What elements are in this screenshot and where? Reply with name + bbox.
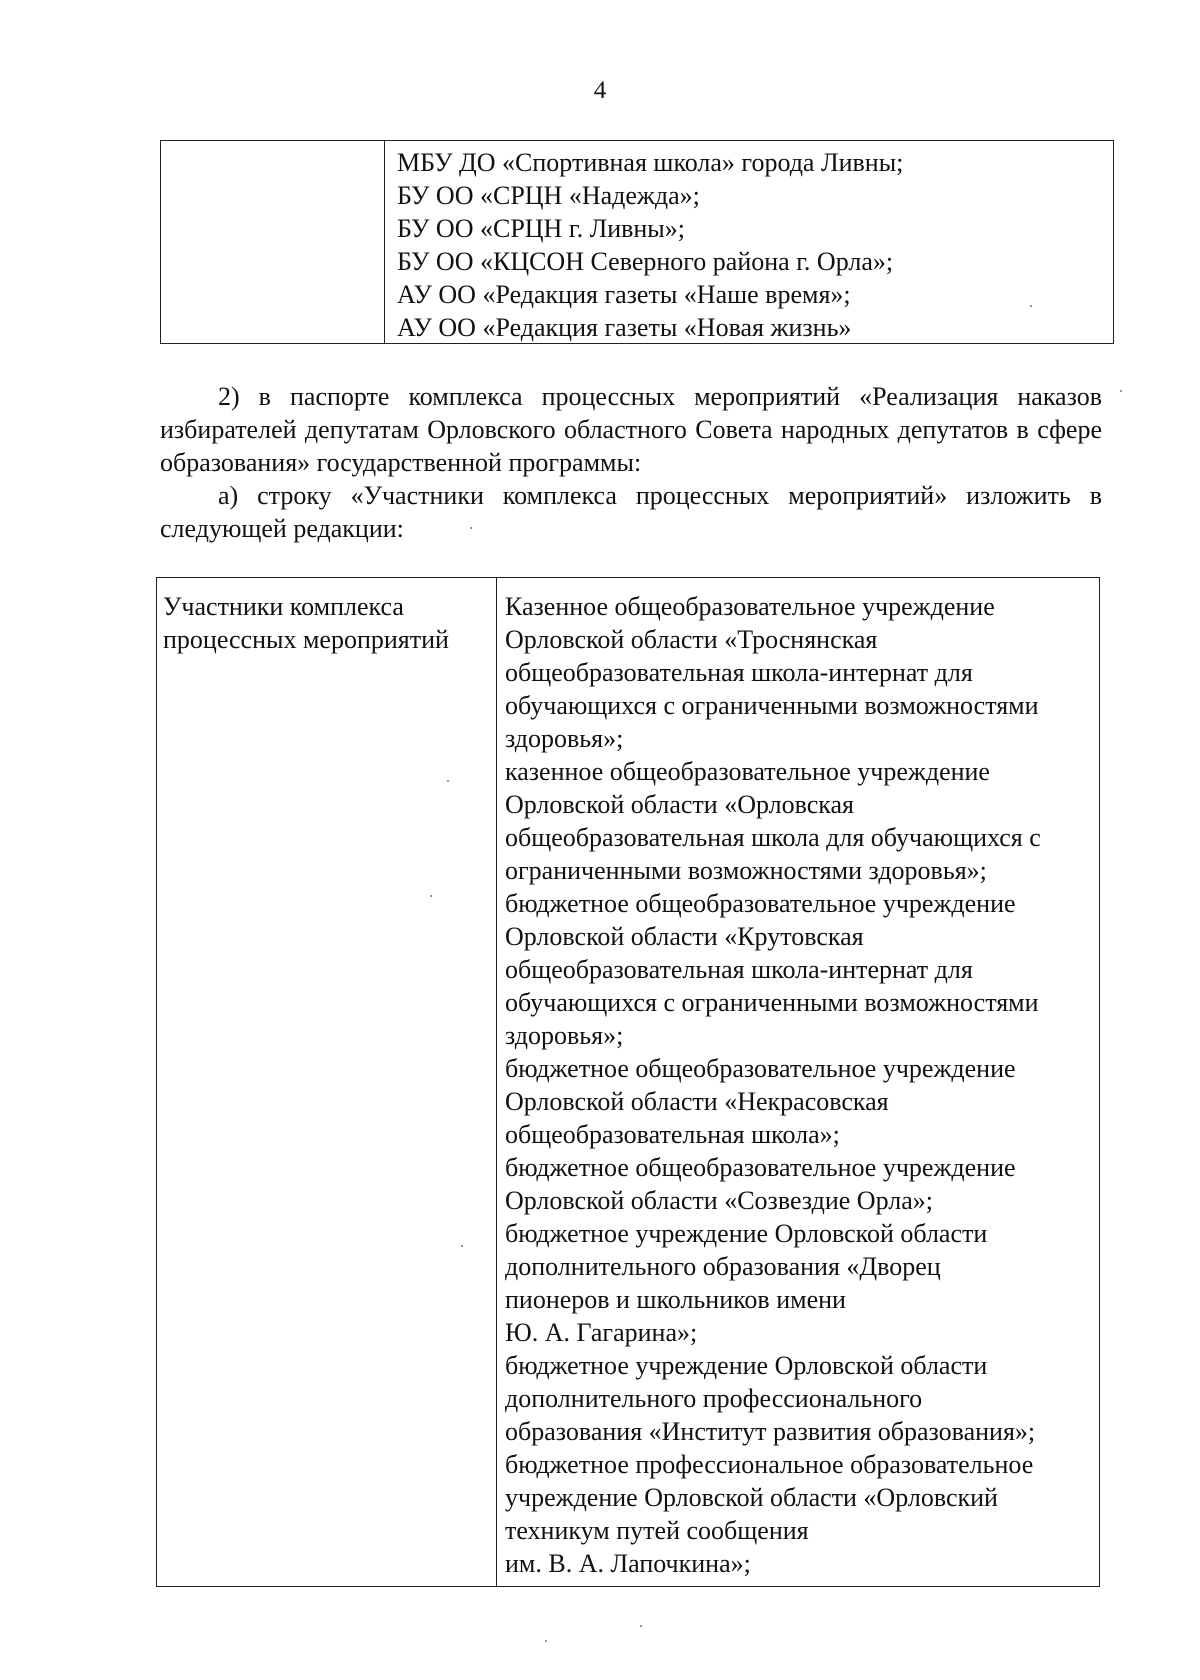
participants-table	[156, 577, 1100, 1587]
scan-speck	[447, 780, 449, 782]
participant-line: Орловской области «Крутовская	[505, 922, 864, 951]
scan-speck	[545, 1640, 547, 1642]
scan-speck	[1030, 305, 1032, 307]
top-table-list-cell	[385, 141, 1113, 343]
participant-line: бюджетное общеобразовательное учреждение	[505, 1153, 1016, 1182]
participant-line: бюджетное профессиональное образовательное	[505, 1450, 1034, 1479]
participants-label-cell	[157, 578, 497, 1586]
participant-line: бюджетное учреждение Орловской области	[505, 1351, 988, 1380]
top-table-line: АУ ОО «Редакция газеты «Наше время»;	[397, 280, 851, 309]
page-number: 4	[593, 77, 607, 104]
participants-label-line: Участники комплекса	[163, 592, 404, 621]
participant-line: техникум путей сообщения	[505, 1516, 809, 1545]
participant-line: казенное общеобразовательное учреждение	[505, 757, 990, 786]
participant-line: им. В. А. Лапочкина»;	[505, 1549, 751, 1578]
top-table-line: МБУ ДО «Спортивная школа» города Ливны;	[397, 148, 904, 177]
paragraph-passport-amendment: 2) в паспорте комплекса процессных мероприятий «Реализация наказов избирателей депутатам Орловского областного Совета народных депутатов в сфере образования» государственной программы:	[160, 382, 1102, 477]
top-table-line: БУ ОО «КЦСОН Северного района г. Орла»;	[397, 247, 894, 276]
participant-line: здоровья»;	[505, 724, 624, 753]
scan-speck	[640, 1625, 642, 1627]
participant-line: бюджетное общеобразовательное учреждение	[505, 1054, 1016, 1083]
participants-label-line: процессных мероприятий	[163, 625, 449, 654]
participant-line: Орловской области «Некрасовская	[505, 1087, 889, 1116]
scan-speck	[470, 527, 472, 529]
participant-line: бюджетное общеобразовательное учреждение	[505, 889, 1016, 918]
participant-line: общеобразовательная школа-интернат для	[505, 658, 973, 687]
participant-line: общеобразовательная школа-интернат для	[505, 955, 973, 984]
participant-line: Орловской области «Созвездие Орла»;	[505, 1186, 933, 1215]
top-table	[160, 140, 1114, 344]
top-table-empty-cell	[161, 141, 385, 343]
scan-speck	[430, 895, 432, 897]
participant-line: Орловской области «Орловская	[505, 790, 855, 819]
participant-line: общеобразовательная школа для обучающихся с	[505, 823, 1041, 852]
scan-speck	[1120, 390, 1122, 392]
participant-line: учреждение Орловской области «Орловский	[505, 1483, 998, 1512]
participant-line: бюджетное учреждение Орловской области	[505, 1219, 988, 1248]
participant-line: дополнительного образования «Дворец	[505, 1252, 941, 1281]
paragraph-row-amendment: а) строку «Участники комплекса процессных мероприятий» изложить в следующей редакции:	[160, 481, 1102, 543]
participant-line: обучающихся с ограниченными возможностями	[505, 691, 1039, 720]
participant-line: Казенное общеобразовательное учреждение	[505, 592, 995, 621]
participant-line: образования «Институт развития образования»;	[505, 1417, 1036, 1446]
participants-content-cell	[497, 578, 1099, 1586]
scan-speck	[461, 1245, 463, 1247]
top-table-line: АУ ОО «Редакция газеты «Новая жизнь»	[397, 313, 852, 342]
participant-line: общеобразовательная школа»;	[505, 1120, 840, 1149]
participant-line: Ю. А. Гагарина»;	[505, 1318, 698, 1347]
participant-line: обучающихся с ограниченными возможностями	[505, 988, 1039, 1017]
participant-line: Орловской области «Троснянская	[505, 625, 878, 654]
participant-line: пионеров и школьников имени	[505, 1285, 846, 1314]
participant-line: дополнительного профессионального	[505, 1384, 923, 1413]
participant-line: здоровья»;	[505, 1021, 624, 1050]
top-table-line: БУ ОО «СРЦН г. Ливны»;	[397, 214, 685, 243]
participant-line: ограниченными возможностями здоровья»;	[505, 856, 987, 885]
top-table-line: БУ ОО «СРЦН «Надежда»;	[397, 181, 700, 210]
